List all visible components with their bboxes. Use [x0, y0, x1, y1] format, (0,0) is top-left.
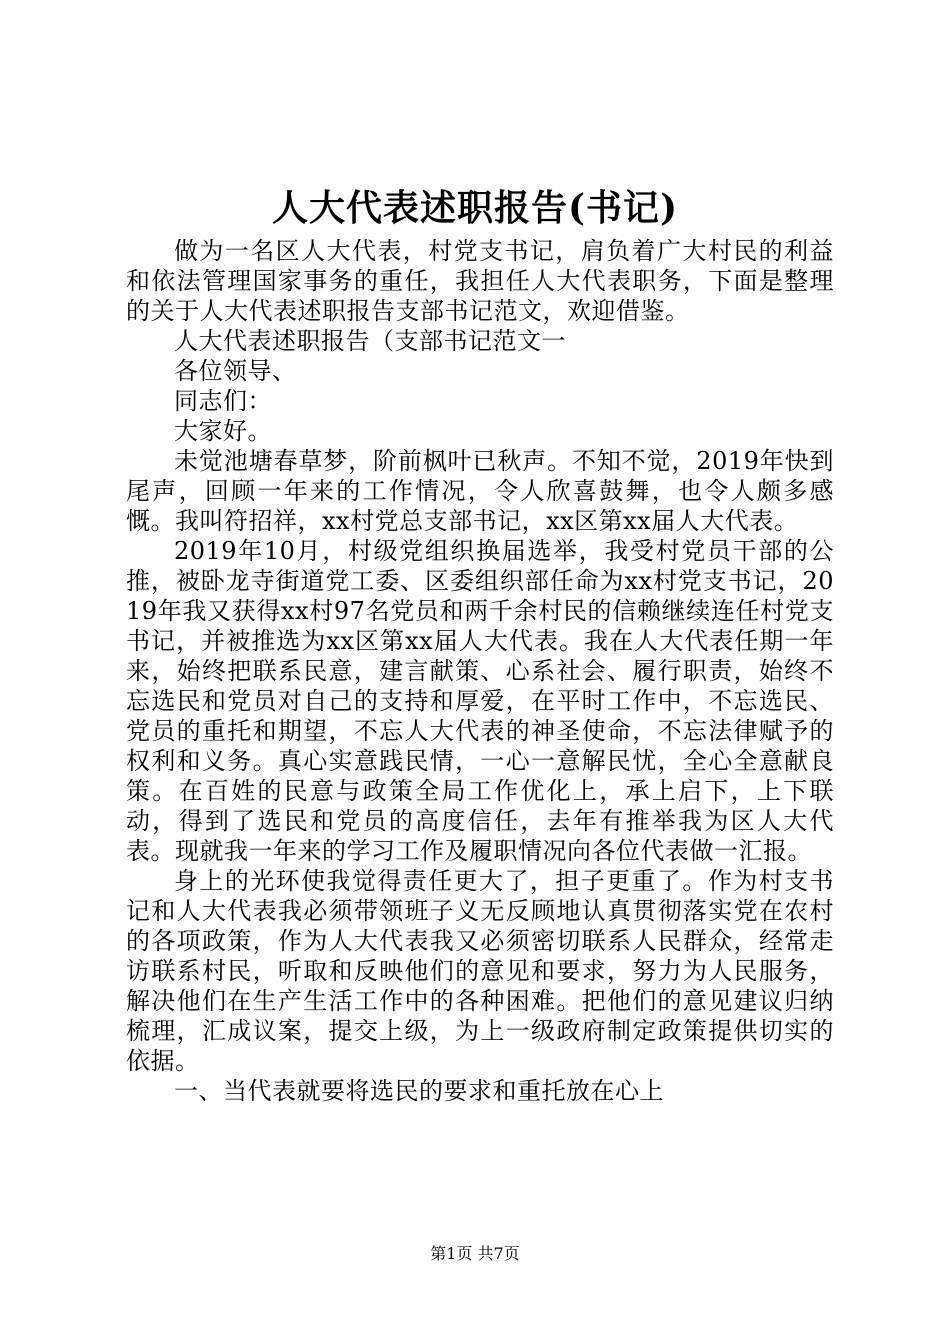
document-title: 人大代表述职报告(书记): [271, 187, 679, 229]
document-body: [126, 236, 834, 1106]
paragraph-intro: 做为一名区人大代表，村党支书记，肩负着广大村民的利益和依法管理国家事务的重任，我担任人大代表职务，下面是整理的关于人大代表述职报告支部书记范文，欢迎借鉴。: [126, 237, 834, 325]
paragraph-heading-sample: 人大代表述职报告（支部书记范文一: [174, 327, 566, 355]
paragraph-background: 2019年10月，村级党组织换届选举，我受村党员干部的公推，被卧龙寺街道党工委、区委组织部任命为xx村党支书记，2019年我又获得xx村97名党员和两千余村民的信赖继续连任村党支书记，并被推选为xx区第xx届人大代表。我在人大代表任期一年来，始终把联系民意，建言献策、心系社会、履行职责，始终不忘选民和党员对自己的支持和厚爱，在平时工作中，不忘选民、党员的重托和期望，不忘人大代表的神圣使命，不忘法律赋予的权利和义务。真心实意践民情，一心一意解民忧，全心全意献良策。在百姓的民意与政策全局工作优化上，承上启下，上下联动，得到了选民和党员的高度信任，去年有推举我为区人大代表。现就我一年来的学习工作及履职情况向各位代表做一汇报。: [126, 537, 834, 865]
paragraph-salutation-leaders: 各位领导、: [174, 357, 297, 385]
paragraph-responsibility: 身上的光环使我觉得责任更大了，担子更重了。作为村支书记和人大代表我必须带领班子义无反顾地认真贯彻落实党在农村的各项政策，作为人大代表我又必须密切联系人民群众，经常走访联系村民，听取和反映他们的意见和要求，努力为人民服务，解决他们在生产生活工作中的各种困难。把他们的意见建议归纳梳理，汇成议案，提交上级，为上一级政府制定政策提供切实的依据。: [126, 867, 834, 1075]
paragraph-salutation-comrades: 同志们：: [174, 387, 272, 415]
paragraph-self-introduction: 未觉池塘春草梦，阶前枫叶已秋声。不知不觉，2019年快到尾声，回顾一年来的工作情况，令人欣喜鼓舞，也令人颇多感慨。我叫符招祥，xx村党总支部书记，xx区第xx届人大代表。: [126, 447, 834, 535]
page-footer: 第1页 共7页: [430, 1244, 520, 1263]
paragraph-greeting: 大家好。: [174, 417, 272, 445]
section-heading-1: 一、当代表就要将选民的要求和重托放在心上: [174, 1077, 664, 1105]
